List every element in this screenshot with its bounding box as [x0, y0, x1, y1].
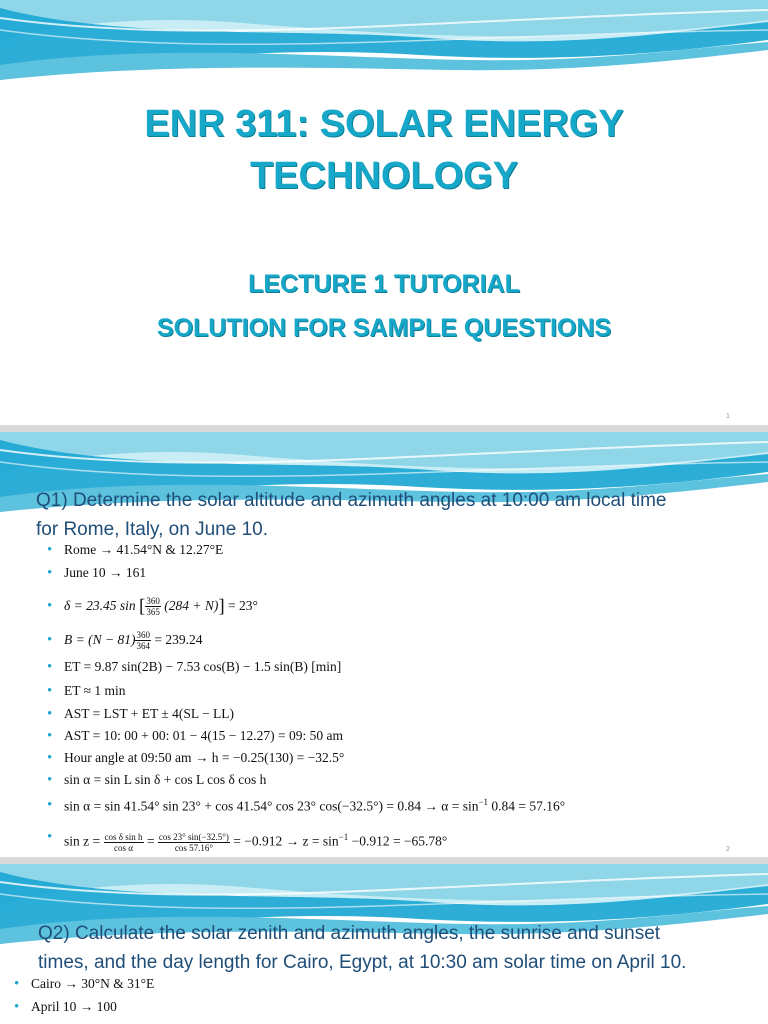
- fraction-numerator: cos 23° sin(−32.5°): [158, 831, 229, 842]
- formula-text: −0.912 = −65.78°: [348, 833, 448, 849]
- list-item: • Cairo → 30°N & 31°E: [14, 976, 154, 999]
- solution1-list: [47, 542, 565, 854]
- page-number: 2: [726, 846, 730, 853]
- list-item: • ET ≈ 1 min: [47, 683, 565, 706]
- question1-line2: for Rome, Italy, on June 10.: [36, 519, 268, 540]
- fraction-denominator: 364: [136, 641, 150, 652]
- page-number: 1: [726, 413, 730, 420]
- formula-text: sin α = sin 41.54° sin 23° + cos 41.54° cos 23° cos(−32.5°) = 0.84 → α = sin: [64, 798, 479, 814]
- fraction: [158, 832, 230, 853]
- formula-text: 0.84 = 57.16°: [488, 798, 566, 814]
- list-item: • April 10 → 100: [14, 999, 154, 1022]
- bracket-open: [: [139, 595, 146, 617]
- list-item: • Rome → 41.54°N & 12.27°E: [47, 542, 565, 565]
- solution2-list: [14, 976, 154, 1022]
- formula-text: δ = 23.45 sin: [64, 598, 136, 613]
- fraction-numerator: cos δ sin h: [104, 831, 143, 842]
- fraction-denominator: cos 57.16°: [174, 842, 213, 853]
- lecture-subtitle-line2: SOLUTION FOR SAMPLE QUESTIONS: [156, 314, 612, 342]
- question2-text: [38, 919, 758, 977]
- question1-slide: [0, 432, 768, 857]
- list-item: • June 10 → 161: [47, 565, 565, 589]
- fraction-denominator: 365: [146, 607, 160, 618]
- question2-line2: times, and the day length for Cairo, Egypt, at 10:30 am solar time on April 10.: [38, 952, 687, 973]
- formula-text: B = (N − 81): [64, 632, 136, 647]
- fraction-numerator: 360: [146, 596, 160, 607]
- header-wave-graphic: [0, 0, 768, 95]
- list-item: • AST = 10: 00 + 00: 01 − 4(15 − 12.27) = 09: 50 am: [47, 728, 565, 750]
- formula-result: = 23°: [228, 598, 258, 613]
- question1-line1: Q1) Determine the solar altitude and azimuth angles at 10:00 am local time: [36, 490, 667, 511]
- question2-slide: [0, 864, 768, 1024]
- list-item: • Hour angle at 09:50 am → h = −0.25(130) = −32.5°: [47, 750, 565, 772]
- list-item: • sin α = sin L sin δ + cos L cos δ cos h: [47, 772, 565, 797]
- bracket-close: ]: [218, 595, 225, 617]
- list-item: [47, 824, 565, 854]
- list-item: [47, 627, 565, 659]
- slide-divider: [0, 425, 768, 432]
- list-item: • AST = LST + ET ± 4(SL − LL): [47, 706, 565, 728]
- list-item: [47, 589, 565, 627]
- list-item: • ET = 9.87 sin(2B) − 7.53 cos(B) − 1.5 sin(B) [min]: [47, 659, 565, 683]
- formula-text: sin z =: [64, 833, 101, 849]
- formula-text: = −0.912 → z = sin: [233, 833, 339, 849]
- list-item: [47, 797, 565, 824]
- superscript: −1: [338, 832, 349, 842]
- question1-text: [36, 486, 756, 544]
- question2-line1: Q2) Calculate the solar zenith and azimuth angles, the sunrise and sunset: [38, 923, 661, 944]
- formula-text: =: [146, 833, 155, 849]
- slide-divider: [0, 857, 768, 864]
- fraction: [145, 596, 161, 617]
- fraction: [135, 630, 151, 651]
- fraction-numerator: 360: [136, 630, 150, 641]
- fraction-denominator: cos α: [114, 842, 133, 853]
- lecture-subtitle-line1: LECTURE 1 TUTORIAL: [248, 270, 520, 298]
- fraction: [104, 832, 144, 853]
- formula-result: = 239.24: [154, 632, 203, 647]
- course-title-line1: ENR 311: SOLAR ENERGY: [144, 103, 624, 145]
- superscript: −1: [478, 797, 489, 807]
- title-slide: [0, 0, 768, 425]
- formula-text: (284 + N): [164, 598, 219, 613]
- course-title-line2: TECHNOLOGY: [249, 155, 519, 197]
